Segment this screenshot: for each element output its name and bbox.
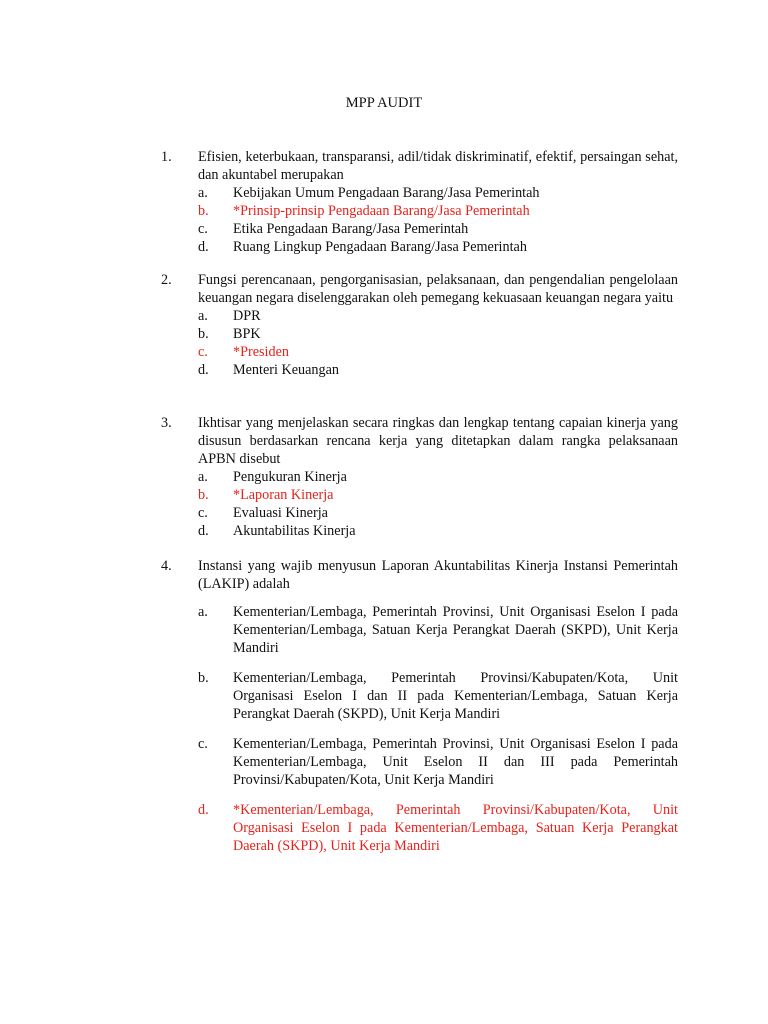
option-text: Evaluasi Kinerja xyxy=(233,505,328,521)
option-list xyxy=(198,307,678,379)
option-letter: a. xyxy=(198,604,208,620)
question-number: 1. xyxy=(161,149,172,165)
option-d-answer xyxy=(198,801,678,855)
option-letter: a. xyxy=(198,308,208,324)
question-text: Instansi yang wajib menyusun Laporan Akuntabilitas Kinerja Instansi Pemerintah (LAKIP) adalah xyxy=(198,558,678,592)
option-text: BPK xyxy=(233,326,261,342)
option-text: Kementerian/Lembaga, Pemerintah Provinsi, Unit Organisasi Eselon I pada Kementerian/Lembaga, Unit Eselon II dan III pada Pemerintah Provinsi/Kabupaten/Kota, Unit Kerja Mandiri xyxy=(233,736,678,788)
option-letter: c. xyxy=(198,736,208,752)
option-text: Kementerian/Lembaga, Pemerintah Provinsi/Kabupaten/Kota, Unit Organisasi Eselon I dan II pada Kementerian/Lembaga, Satuan Kerja Perangkat Daerah (SKPD), Unit Kerja Mandiri xyxy=(233,670,678,722)
question-1 xyxy=(161,148,678,256)
question-3 xyxy=(161,414,678,540)
option-text: Ruang Lingkup Pengadaan Barang/Jasa Pemerintah xyxy=(233,239,527,255)
option-list xyxy=(198,468,678,540)
option-text: *Prinsip-prinsip Pengadaan Barang/Jasa Pemerintah xyxy=(233,203,530,219)
option-c-answer xyxy=(198,343,678,361)
option-letter: c. xyxy=(198,221,208,237)
question-number: 4. xyxy=(161,558,172,574)
option-letter: b. xyxy=(198,670,209,686)
question-4 xyxy=(161,557,678,867)
option-text: Kebijakan Umum Pengadaan Barang/Jasa Pemerintah xyxy=(233,185,540,201)
option-a xyxy=(198,307,678,325)
question-text: Efisien, keterbukaan, transparansi, adil/tidak diskriminatif, efektif, persaingan sehat, dan akuntabel merupakan xyxy=(198,149,678,183)
option-b-answer xyxy=(198,486,678,504)
option-letter: b. xyxy=(198,487,209,503)
option-text: *Kementerian/Lembaga, Pemerintah Provinsi/Kabupaten/Kota, Unit Organisasi Eselon I pada Kementerian/Lembaga, Satuan Kerja Perangkat Daerah (SKPD), Unit Kerja Mandiri xyxy=(233,802,678,854)
option-d xyxy=(198,522,678,540)
option-text: DPR xyxy=(233,308,261,324)
option-c xyxy=(198,735,678,789)
page-title: MPP AUDIT xyxy=(345,95,423,111)
option-text: Akuntabilitas Kinerja xyxy=(233,523,356,539)
option-letter: b. xyxy=(198,203,209,219)
question-number: 2. xyxy=(161,272,172,288)
option-d xyxy=(198,361,678,379)
option-text: *Laporan Kinerja xyxy=(233,487,334,503)
option-letter: c. xyxy=(198,344,208,360)
option-d xyxy=(198,238,678,256)
option-letter: d. xyxy=(198,362,209,378)
option-text: Pengukuran Kinerja xyxy=(233,469,347,485)
option-a xyxy=(198,184,678,202)
option-b xyxy=(198,669,678,723)
option-c xyxy=(198,220,678,238)
option-a xyxy=(198,468,678,486)
question-text: Fungsi perencanaan, pengorganisasian, pelaksanaan, dan pengendalian pengelolaan keuangan negara diselenggarakan oleh pemegang kekuasaan keuangan negara yaitu xyxy=(198,272,678,306)
option-letter: c. xyxy=(198,505,208,521)
option-list xyxy=(198,184,678,256)
option-letter: d. xyxy=(198,523,209,539)
question-text: Ikhtisar yang menjelaskan secara ringkas dan lengkap tentang capaian kinerja yang disusun berdasarkan rencana kerja yang ditetapkan dalam rangka pelaksanaan APBN disebut xyxy=(198,415,678,467)
option-letter: a. xyxy=(198,469,208,485)
option-letter: b. xyxy=(198,326,209,342)
option-text: *Presiden xyxy=(233,344,289,360)
option-text: Menteri Keuangan xyxy=(233,362,339,378)
option-b xyxy=(198,325,678,343)
option-text: Kementerian/Lembaga, Pemerintah Provinsi, Unit Organisasi Eselon I pada Kementerian/Lembaga, Satuan Kerja Perangkat Daerah (SKPD), Unit Kerja Mandiri xyxy=(233,604,678,656)
option-letter: d. xyxy=(198,239,209,255)
option-a xyxy=(198,603,678,657)
question-2 xyxy=(161,271,678,379)
question-number: 3. xyxy=(161,415,172,431)
option-list xyxy=(198,603,678,855)
option-c xyxy=(198,504,678,522)
option-b-answer xyxy=(198,202,678,220)
option-letter: d. xyxy=(198,802,209,818)
option-text: Etika Pengadaan Barang/Jasa Pemerintah xyxy=(233,221,469,237)
option-letter: a. xyxy=(198,185,208,201)
